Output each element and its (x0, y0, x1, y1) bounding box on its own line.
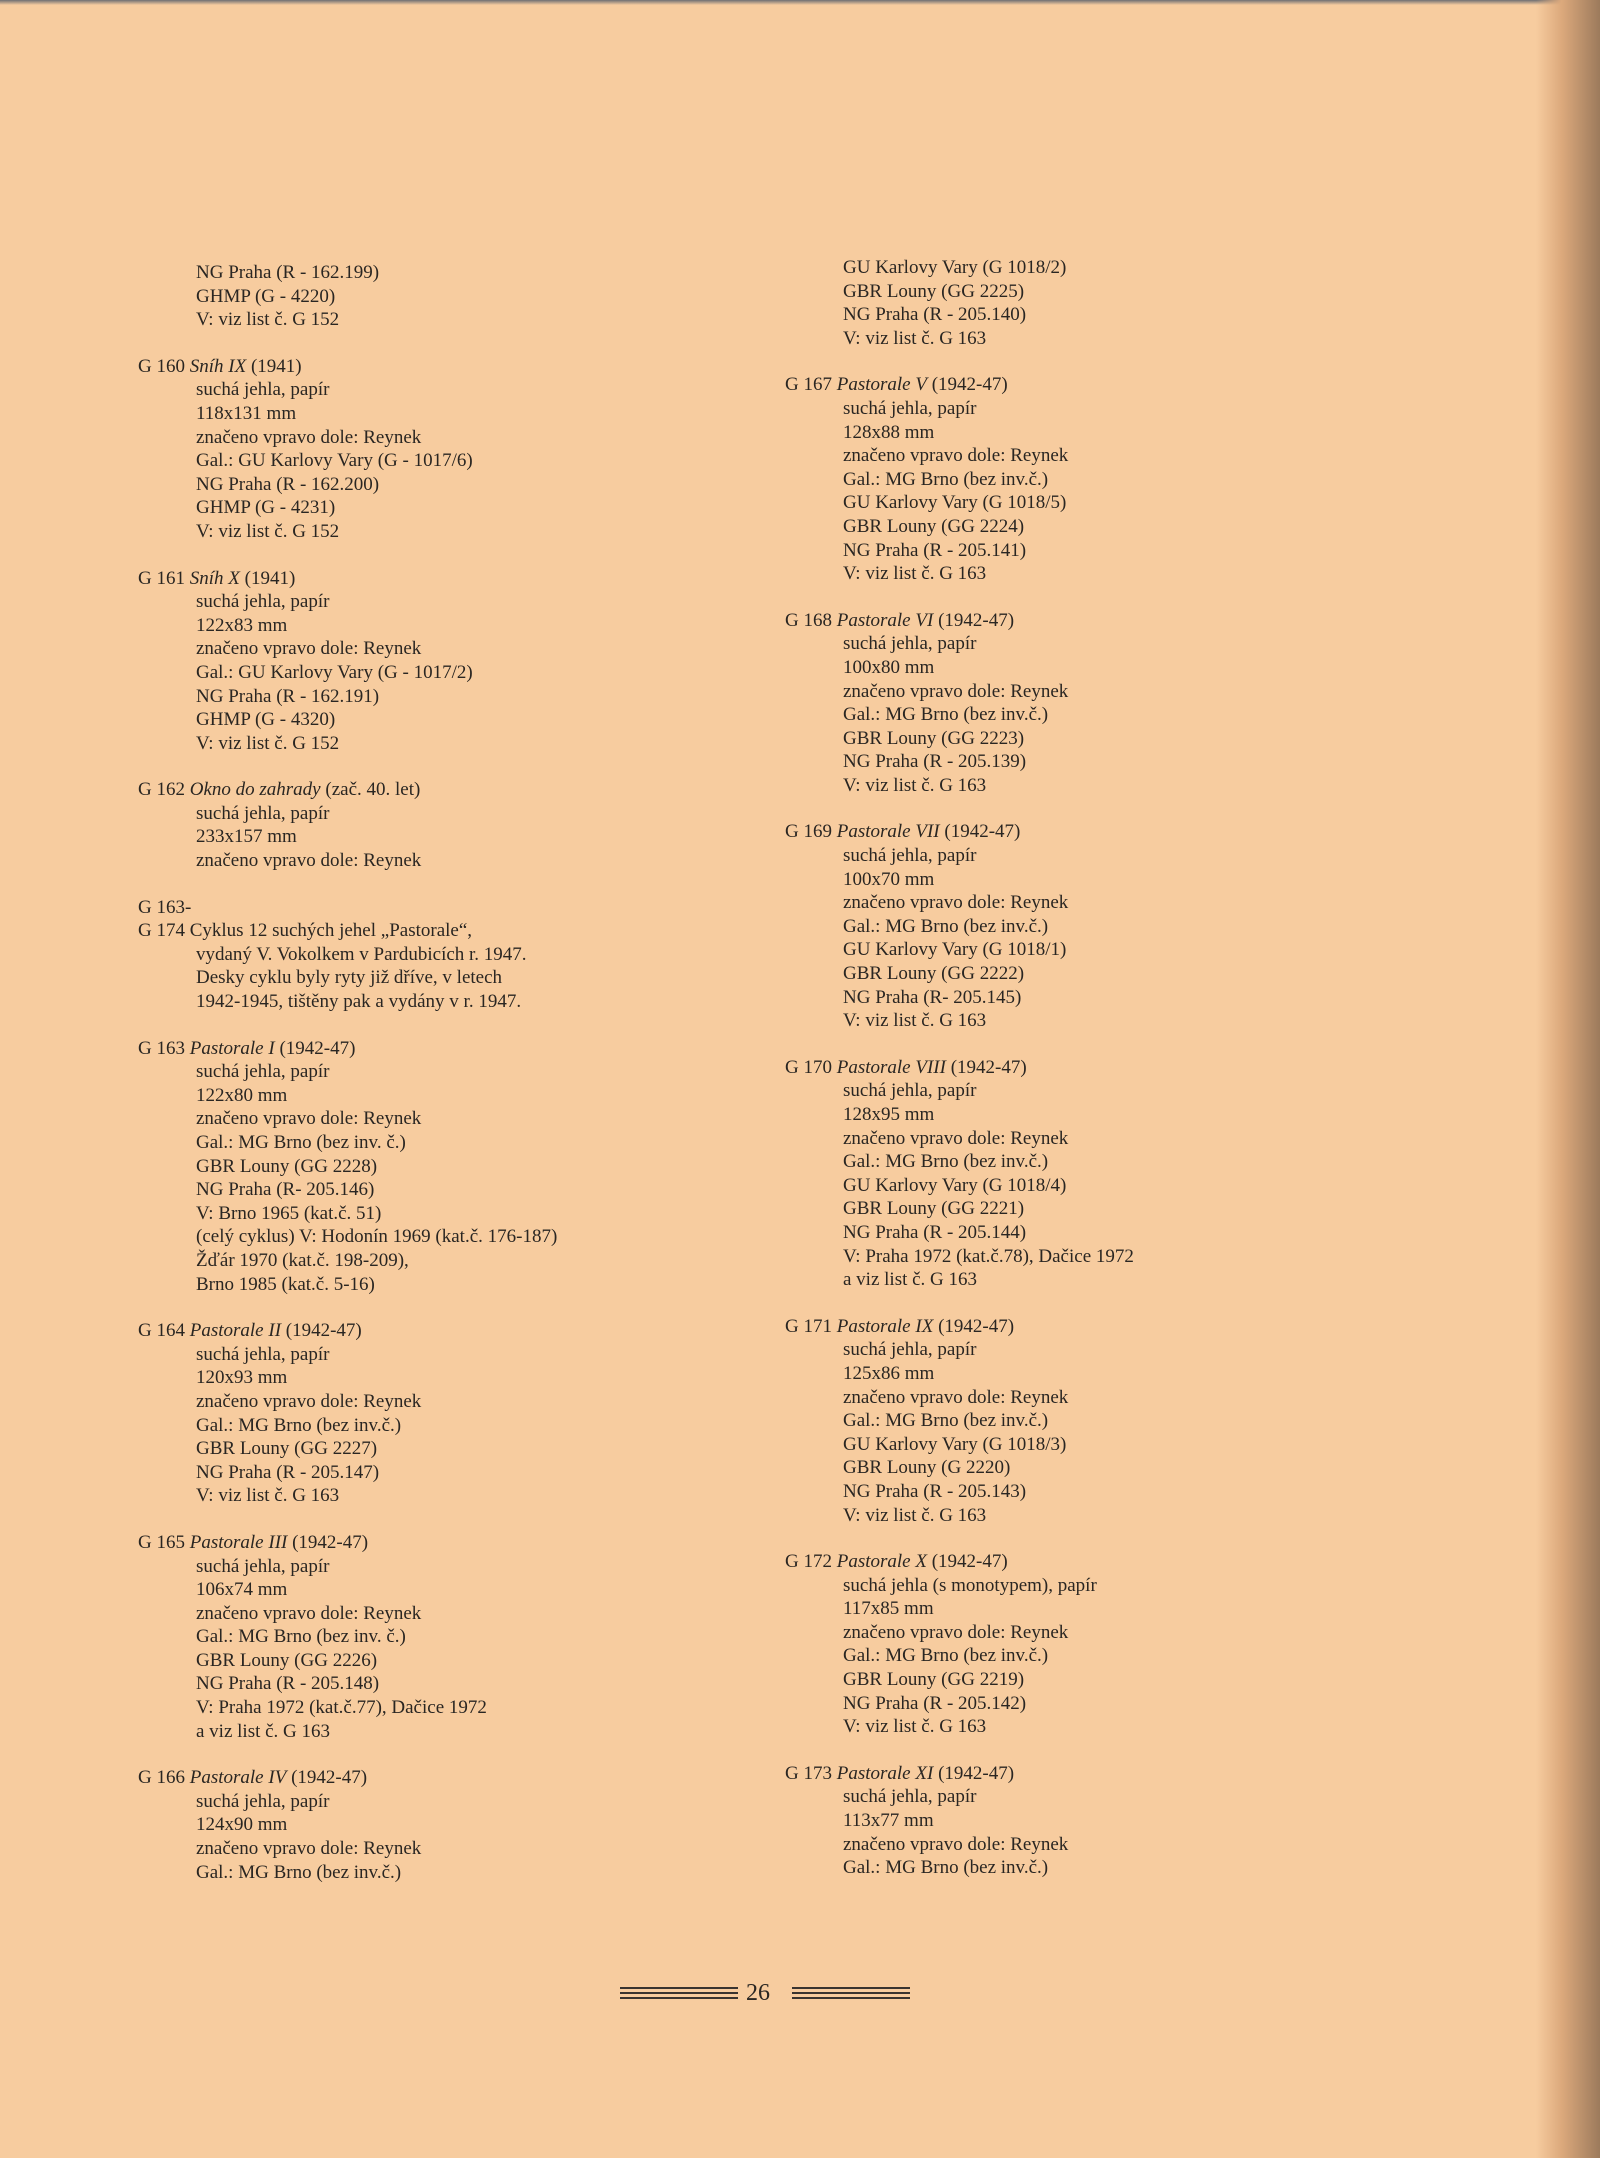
entry-title: Pastorale VIII (836, 1056, 946, 1078)
entry-code: G 167 (785, 374, 832, 396)
entry-heading (138, 919, 778, 943)
entry-detail-line: suchá jehla, papír (843, 1786, 977, 1808)
catalog-entry (785, 256, 1475, 350)
catalog-entry (785, 609, 1475, 798)
entry-detail-line: suchá jehla, papír (196, 1790, 330, 1812)
entry-date: (1942-47) (285, 1320, 362, 1342)
left-catalog-column (138, 261, 778, 1907)
entry-detail-line: NG Praha (R - 162.200) (196, 473, 380, 495)
entry-heading (138, 1531, 778, 1555)
entry-heading (785, 609, 1475, 633)
entry-detail-line: V: viz list č. G 152 (196, 309, 340, 331)
entry-detail-line: GBR Louny (GG 2219) (843, 1669, 1025, 1691)
entry-title: Pastorale III (189, 1531, 288, 1553)
entry-date: (1942-47) (944, 821, 1021, 843)
entry-detail-line: suchá jehla, papír (196, 1343, 330, 1365)
entry-detail-line: V: viz list č. G 163 (843, 1504, 987, 1526)
entry-detail-line: GU Karlovy Vary (G 1018/1) (843, 939, 1067, 961)
entry-date: Cyklus 12 suchých jehel „Pastorale“, (189, 920, 473, 942)
entry-code: G 174 (138, 920, 185, 942)
entry-detail-line: značeno vpravo dole: Reynek (843, 1833, 1069, 1855)
catalog-entry (785, 1762, 1475, 1880)
entry-detail-line: V: viz list č. G 163 (843, 1716, 987, 1738)
entry-date: (1942-47) (938, 1762, 1015, 1784)
entry-code: G 162 (138, 779, 185, 801)
entry-date: (1941) (244, 567, 296, 589)
entry-detail-line: NG Praha (R - 162.191) (196, 685, 380, 707)
entry-detail-line: suchá jehla, papír (843, 397, 977, 419)
entry-code: G 173 (785, 1762, 832, 1784)
entry-detail-line: suchá jehla, papír (196, 379, 330, 401)
entry-detail-line: značeno vpravo dole: Reynek (843, 892, 1069, 914)
entry-detail-line: 117x85 mm (843, 1598, 934, 1620)
entry-detail-line: GHMP (G - 4320) (196, 709, 336, 731)
entry-detail-line: V: viz list č. G 163 (843, 774, 987, 796)
entry-code: G 168 (785, 609, 832, 631)
entry-detail-line: značeno vpravo dole: Reynek (196, 850, 422, 872)
entry-detail-line: 106x74 mm (196, 1579, 288, 1601)
entry-detail-line: značeno vpravo dole: Reynek (196, 1602, 422, 1624)
entry-code: G 169 (785, 821, 832, 843)
page-binding-shadow (1536, 0, 1600, 2158)
entry-detail-line: Brno 1985 (kat.č. 5-16) (196, 1273, 375, 1295)
entry-detail-line: 118x131 mm (196, 402, 297, 424)
entry-detail-line: GU Karlovy Vary (G 1018/4) (843, 1174, 1067, 1196)
entry-detail-line: NG Praha (R - 205.147) (196, 1461, 380, 1483)
catalog-entry (138, 1037, 778, 1297)
entry-detail-line: Gal.: MG Brno (bez inv.č.) (843, 1410, 1049, 1432)
footer-rule-right (792, 1987, 910, 2002)
entry-title: Pastorale IV (189, 1767, 287, 1789)
entry-detail-line: 124x90 mm (196, 1814, 288, 1836)
entry-date: (1942-47) (950, 1056, 1027, 1078)
entry-detail-line: GBR Louny (GG 2226) (196, 1649, 378, 1671)
entry-detail-line: značeno vpravo dole: Reynek (843, 1127, 1069, 1149)
entry-detail-line: V: Praha 1972 (kat.č.77), Dačice 1972 (196, 1697, 487, 1719)
entry-detail-line: GU Karlovy Vary (G 1018/5) (843, 492, 1067, 514)
entry-detail-line: značeno vpravo dole: Reynek (843, 1386, 1069, 1408)
entry-title: Sníh IX (189, 355, 247, 377)
entry-detail-line: NG Praha (R - 205.139) (843, 751, 1027, 773)
entry-date: (1941) (250, 355, 302, 377)
entry-title: Pastorale VI (836, 609, 934, 631)
entry-detail-line: GHMP (G - 4220) (196, 285, 336, 307)
entry-detail-line: V: viz list č. G 152 (196, 520, 340, 542)
entry-detail-line: NG Praha (R - 205.140) (843, 304, 1027, 326)
entry-detail-line: GHMP (G - 4231) (196, 497, 336, 519)
entry-date: (1942-47) (931, 374, 1008, 396)
entry-detail-line: GU Karlovy Vary (G 1018/2) (843, 257, 1067, 278)
entry-detail-line: Gal.: MG Brno (bez inv.č.) (843, 468, 1049, 490)
page-footer (620, 1978, 910, 2008)
entry-detail-line: 233x157 mm (196, 826, 297, 848)
entry-detail-line: 1942-1945, tištěny pak a vydány v r. 1947. (196, 991, 522, 1013)
entry-title: Pastorale X (836, 1551, 927, 1573)
entry-detail-line: Gal.: MG Brno (bez inv.č.) (843, 1645, 1049, 1667)
entry-detail-line: značeno vpravo dole: Reynek (196, 1838, 422, 1860)
entry-detail-line: V: viz list č. G 152 (196, 732, 340, 754)
entry-detail-line: GBR Louny (GG 2221) (843, 1198, 1025, 1220)
entry-detail-line: 122x80 mm (196, 1084, 288, 1106)
entry-heading (138, 778, 778, 802)
catalog-entry (138, 1319, 778, 1508)
entry-detail-line: Gal.: MG Brno (bez inv.č.) (843, 1151, 1049, 1173)
entry-detail-line: značeno vpravo dole: Reynek (196, 638, 422, 660)
entry-detail-line: značeno vpravo dole: Reynek (196, 1390, 422, 1412)
entry-detail-line: 113x77 mm (843, 1810, 934, 1832)
entry-detail-line: GBR Louny (GG 2228) (196, 1155, 378, 1177)
entry-detail-line: V: viz list č. G 163 (843, 327, 987, 349)
entry-detail-line: NG Praha (R - 205.144) (843, 1221, 1027, 1243)
entry-heading (785, 373, 1475, 397)
entry-detail-line: Gal.: MG Brno (bez inv.č.) (196, 1861, 402, 1883)
entry-detail-line: NG Praha (R - 205.148) (196, 1673, 380, 1695)
entry-heading (785, 820, 1475, 844)
entry-detail-line: Gal.: MG Brno (bez inv.č.) (196, 1414, 402, 1436)
entry-heading (785, 1315, 1475, 1339)
entry-title: Pastorale II (189, 1320, 282, 1342)
entry-detail-line: 120x93 mm (196, 1367, 288, 1389)
entry-detail-line: GBR Louny (GG 2225) (843, 280, 1025, 302)
entry-detail-line: V: viz list č. G 163 (843, 1010, 987, 1032)
entry-detail-line: GBR Louny (G 2220) (843, 1457, 1011, 1479)
entry-detail-line: NG Praha (R- 205.146) (196, 1179, 375, 1201)
entry-detail-line: Gal.: MG Brno (bez inv. č.) (196, 1626, 406, 1648)
entry-detail-line: NG Praha (R - 205.142) (843, 1692, 1027, 1714)
entry-detail-line: V: Praha 1972 (kat.č.78), Dačice 1972 (843, 1245, 1134, 1267)
entry-detail-line: Gal.: MG Brno (bez inv.č.) (843, 704, 1049, 726)
entry-code: G 172 (785, 1551, 832, 1573)
entry-code: G 160 (138, 355, 185, 377)
entry-title: Pastorale IX (836, 1315, 934, 1337)
entry-detail-line: GBR Louny (GG 2224) (843, 515, 1025, 537)
footer-rule-left (620, 1987, 738, 2002)
entry-detail-line: značeno vpravo dole: Reynek (196, 426, 422, 448)
page-top-edge-shadow (0, 0, 1600, 5)
entry-detail-line: suchá jehla, papír (843, 1339, 977, 1361)
entry-date: (1942-47) (938, 1315, 1015, 1337)
entry-detail-line: suchá jehla, papír (196, 1061, 330, 1083)
entry-code: G 170 (785, 1056, 832, 1078)
entry-detail-line: Gal.: GU Karlovy Vary (G - 1017/2) (196, 661, 473, 683)
entry-detail-line: GBR Louny (GG 2227) (196, 1438, 378, 1460)
entry-detail-line: 100x80 mm (843, 656, 935, 678)
entry-detail-line: 125x86 mm (843, 1362, 935, 1384)
catalog-entry (138, 896, 778, 1014)
entry-heading (138, 567, 778, 591)
entry-detail-line: a viz list č. G 163 (196, 1720, 331, 1742)
catalog-entry (138, 261, 778, 332)
entry-code: G 163 (138, 1037, 185, 1059)
entry-code: G 165 (138, 1531, 185, 1553)
entry-date: (1942-47) (938, 609, 1015, 631)
entry-detail-line: značeno vpravo dole: Reynek (843, 1621, 1069, 1643)
entry-detail-line: V: Brno 1965 (kat.č. 51) (196, 1202, 382, 1224)
entry-date: (1942-47) (292, 1531, 369, 1553)
entry-detail-line: Desky cyklu byly ryty již dříve, v letech (196, 967, 503, 989)
entry-detail-line: značeno vpravo dole: Reynek (196, 1108, 422, 1130)
entry-detail-line: suchá jehla, papír (196, 591, 330, 613)
entry-detail-line: Gal.: MG Brno (bez inv. č.) (196, 1132, 406, 1153)
entry-detail-line: suchá jehla, papír (196, 1555, 330, 1577)
entry-heading (785, 1056, 1475, 1080)
entry-detail-line: 128x88 mm (843, 421, 935, 443)
entry-detail-line: 128x95 mm (843, 1104, 935, 1125)
entry-detail-line: suchá jehla, papír (843, 845, 977, 867)
entry-title: Pastorale XI (836, 1762, 934, 1784)
entry-detail-line: suchá jehla, papír (843, 1080, 977, 1102)
entry-code: G 164 (138, 1320, 185, 1342)
entry-date: (1942-47) (291, 1767, 368, 1789)
entry-detail-line: Žďár 1970 (kat.č. 198-209), (196, 1249, 409, 1271)
entry-detail-line: V: viz list č. G 163 (843, 563, 987, 585)
entry-heading (785, 1550, 1475, 1574)
catalog-entry (785, 1550, 1475, 1739)
entry-detail-line: GBR Louny (GG 2223) (843, 727, 1025, 749)
catalog-entry (785, 1315, 1475, 1527)
entry-detail-line: 122x83 mm (196, 614, 288, 636)
entry-code: G 161 (138, 567, 185, 589)
entry-detail-line: značeno vpravo dole: Reynek (843, 680, 1069, 702)
entry-detail-line: NG Praha (R- 205.145) (843, 986, 1022, 1008)
entry-detail-line: 100x70 mm (843, 868, 935, 890)
catalog-entry (138, 1531, 778, 1743)
catalog-entry (138, 1766, 778, 1884)
entry-date: (1942-47) (931, 1551, 1008, 1573)
entry-date: (zač. 40. let) (325, 779, 421, 801)
entry-code: G 171 (785, 1315, 832, 1337)
entry-heading (138, 1319, 778, 1343)
entry-detail-line: vydaný V. Vokolkem v Pardubicích r. 1947. (196, 943, 527, 965)
entry-date: (1942-47) (279, 1037, 356, 1059)
entry-detail-line: GU Karlovy Vary (G 1018/3) (843, 1433, 1067, 1455)
catalog-entry (785, 373, 1475, 585)
catalog-entry (785, 1056, 1475, 1292)
entry-title: Pastorale VII (836, 821, 940, 843)
entry-detail-line: NG Praha (R - 205.141) (843, 539, 1027, 561)
entry-detail-line: značeno vpravo dole: Reynek (843, 445, 1069, 467)
entry-detail-line: Gal.: MG Brno (bez inv.č.) (843, 915, 1049, 937)
entry-detail-line: a viz list č. G 163 (843, 1269, 978, 1291)
entry-heading (785, 1762, 1475, 1786)
entry-detail-line: Gal.: MG Brno (bez inv.č.) (843, 1857, 1049, 1879)
entry-detail-line: (celý cyklus) V: Hodonín 1969 (kat.č. 176-187) (196, 1226, 558, 1248)
entry-title: Sníh X (189, 567, 240, 589)
page-number: 26 (746, 1980, 770, 2006)
entry-title: Pastorale I (189, 1037, 275, 1059)
entry-detail-line: suchá jehla (s monotypem), papír (843, 1574, 1097, 1596)
catalog-entry (138, 567, 778, 756)
entry-range-start: G 163- (138, 896, 192, 918)
entry-detail-line: suchá jehla, papír (843, 633, 977, 655)
entry-detail-line: suchá jehla, papír (196, 802, 330, 824)
entry-heading (138, 1037, 778, 1061)
entry-detail-line: NG Praha (R - 162.199) (196, 262, 380, 283)
right-catalog-column (785, 256, 1475, 1903)
entry-heading (138, 1766, 778, 1790)
entry-detail-line: GBR Louny (GG 2222) (843, 963, 1025, 985)
entry-code: G 166 (138, 1767, 185, 1789)
entry-heading (138, 355, 778, 379)
entry-title: Okno do zahrady (189, 779, 321, 801)
entry-detail-line: Gal.: GU Karlovy Vary (G - 1017/6) (196, 450, 473, 472)
catalog-entry (785, 820, 1475, 1032)
entry-detail-line: V: viz list č. G 163 (196, 1485, 340, 1507)
catalog-entry (138, 778, 778, 872)
catalog-entry (138, 355, 778, 544)
entry-title: Pastorale V (836, 374, 927, 396)
entry-detail-line: NG Praha (R - 205.143) (843, 1480, 1027, 1502)
